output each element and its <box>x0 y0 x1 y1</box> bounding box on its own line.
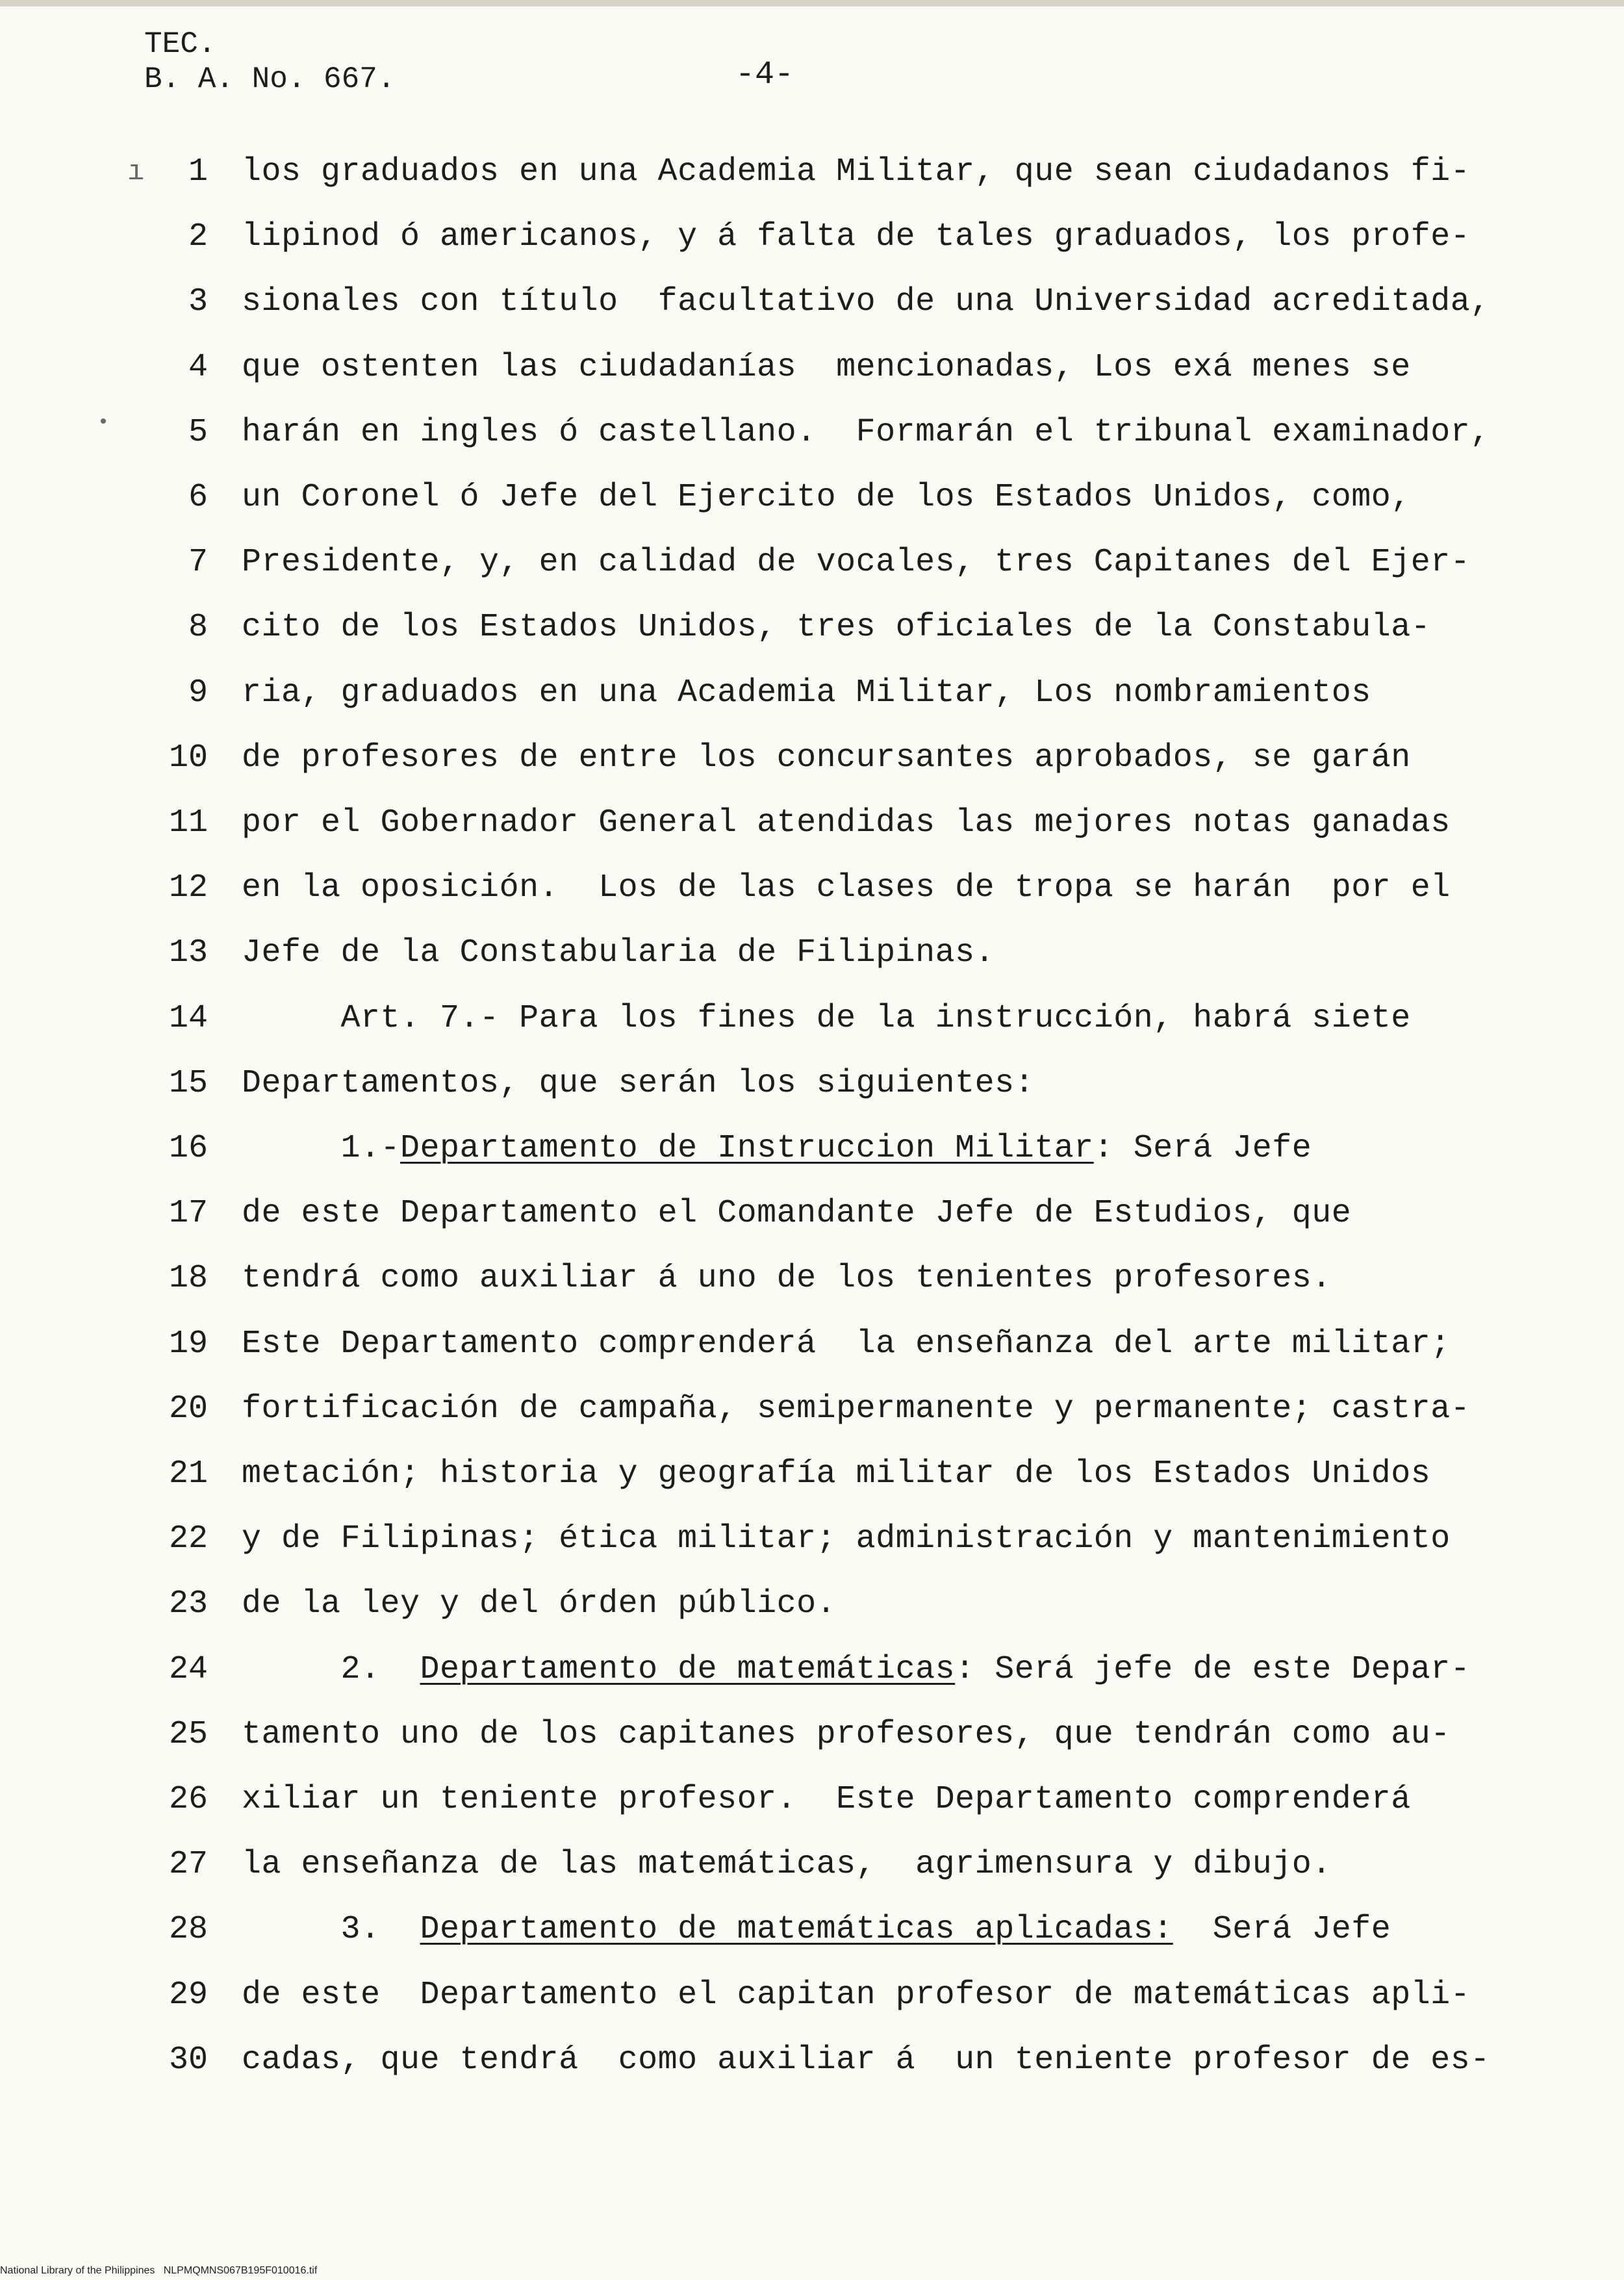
text-segment: : Será Jefe <box>1093 1130 1312 1167</box>
scan-edge <box>0 0 1624 6</box>
line-text <box>242 869 1451 908</box>
text-segment: Departamentos, que serán los siguientes: <box>242 1064 1035 1102</box>
text-line <box>0 400 1624 465</box>
text-line <box>0 1897 1624 1962</box>
line-number: 18 <box>168 1260 208 1298</box>
line-number: 23 <box>168 1585 208 1623</box>
line-text <box>242 999 1411 1038</box>
line-number: 11 <box>168 804 208 841</box>
text-segment: los graduados en una Academia Militar, que sean ciudadanos fi- <box>242 153 1471 190</box>
line-number: 21 <box>168 1455 208 1492</box>
text-segment: la enseñanza de las matemáticas, agrimensura y dibujo. <box>242 1846 1332 1884</box>
line-text <box>242 1845 1332 1884</box>
line-text <box>242 1129 1312 1168</box>
line-text <box>242 1910 1391 1949</box>
text-segment: lipinod ó americanos, y á falta de tales graduados, los profe- <box>242 218 1471 256</box>
line-text <box>242 1520 1451 1559</box>
text-segment: fortificación de campaña, semipermanente y permanente; castra- <box>242 1390 1471 1428</box>
text-segment: por el Gobernador General atendidas las mejores notas ganadas <box>242 804 1451 841</box>
text-segment: : Será jefe de este Depar- <box>955 1650 1471 1688</box>
line-text <box>242 1390 1470 1429</box>
text-segment: tendrá como auxiliar á uno de los tenientes profesores. <box>242 1260 1332 1298</box>
footer-library: National Library of the Philippines <box>0 2265 155 2276</box>
line-text <box>242 543 1470 582</box>
line-number: 15 <box>168 1064 208 1102</box>
text-line <box>0 1051 1624 1116</box>
text-line <box>0 530 1624 595</box>
line-number: 16 <box>168 1130 208 1167</box>
text-line <box>0 1767 1624 1832</box>
text-segment: cito de los Estados Unidos, tres oficiales de la Constabula- <box>242 609 1431 647</box>
line-text <box>242 934 995 973</box>
line-number: 17 <box>168 1195 208 1233</box>
text-line <box>0 921 1624 986</box>
line-text <box>242 1064 1034 1103</box>
line-number: 13 <box>168 934 208 972</box>
text-line <box>0 1181 1624 1246</box>
text-line <box>0 140 1624 205</box>
line-text <box>242 283 1490 322</box>
footer-credit <box>0 2265 317 2277</box>
text-line <box>0 335 1624 400</box>
text-line <box>0 986 1624 1051</box>
line-number: 24 <box>168 1650 208 1688</box>
line-number: 19 <box>168 1325 208 1363</box>
line-text <box>242 1585 836 1624</box>
line-text <box>242 1650 1470 1689</box>
text-line <box>0 595 1624 660</box>
line-text <box>242 218 1470 257</box>
text-segment: harán en ingles ó castellano. Formarán el tribunal examinador, <box>242 413 1490 451</box>
text-line <box>0 1246 1624 1311</box>
line-text <box>242 1194 1351 1233</box>
underlined-heading: Departamento de matemáticas aplicadas: <box>420 1911 1173 1949</box>
text-line <box>0 270 1624 335</box>
underlined-heading: Departamento de matemáticas <box>420 1650 956 1688</box>
line-number: 6 <box>188 479 208 516</box>
text-line <box>0 1702 1624 1767</box>
text-line <box>0 205 1624 270</box>
line-number: 10 <box>168 739 208 776</box>
text-segment: Jefe de la Constabularia de Filipinas. <box>242 934 995 972</box>
line-number: 12 <box>168 869 208 907</box>
line-number: 14 <box>168 999 208 1037</box>
header-office: TEC. <box>144 27 216 61</box>
line-number: 29 <box>168 1976 208 2014</box>
line-number: 3 <box>188 283 208 321</box>
text-line <box>0 1832 1624 1897</box>
text-segment: ria, graduados en una Academia Militar, Los nombramientos <box>242 674 1371 711</box>
text-segment: sionales con título facultativo de una Universidad acreditada, <box>242 283 1490 321</box>
text-segment: metación; historia y geografía militar de los Estados Unidos <box>242 1455 1431 1492</box>
line-number: 28 <box>168 1911 208 1949</box>
line-text <box>242 478 1411 517</box>
text-segment: y de Filipinas; ética militar; administración y mantenimiento <box>242 1520 1451 1558</box>
line-text <box>242 1325 1451 1364</box>
line-text <box>242 739 1411 778</box>
line-number: 20 <box>168 1390 208 1428</box>
text-segment: que ostenten las ciudadanías mencionadas, Los exá menes se <box>242 348 1411 386</box>
line-number: 27 <box>168 1846 208 1884</box>
text-segment: 2. <box>242 1650 420 1688</box>
line-text <box>242 1455 1430 1494</box>
line-text <box>242 2041 1490 2080</box>
line-text <box>242 153 1470 192</box>
text-line <box>0 1377 1624 1442</box>
text-segment: tamento uno de los capitanes profesores, que tendrán como au- <box>242 1715 1451 1753</box>
text-line <box>0 791 1624 856</box>
text-segment: en la oposición. Los de las clases de tropa se harán por el <box>242 869 1451 907</box>
line-text <box>242 674 1371 713</box>
line-number: 5 <box>188 413 208 451</box>
line-number: 22 <box>168 1520 208 1558</box>
text-line <box>0 661 1624 726</box>
line-number: 8 <box>188 609 208 647</box>
text-line <box>0 856 1624 921</box>
footer-file-id: NLPMQMNS067B195F010016.tif <box>163 2265 318 2276</box>
text-line <box>0 465 1624 530</box>
text-segment: de la ley y del órden público. <box>242 1585 837 1623</box>
line-number: 9 <box>188 674 208 711</box>
line-number: 25 <box>168 1715 208 1753</box>
text-segment: Art. 7.- Para los fines de la instrucción, habrá siete <box>242 999 1411 1037</box>
text-segment: Presidente, y, en calidad de vocales, tres Capitanes del Ejer- <box>242 544 1471 582</box>
line-text <box>242 608 1430 647</box>
text-line <box>0 1963 1624 2028</box>
line-number: 4 <box>188 348 208 386</box>
page-number: -4- <box>735 57 794 94</box>
text-line <box>0 726 1624 791</box>
text-line <box>0 1637 1624 1702</box>
line-number: 7 <box>188 544 208 582</box>
text-segment: 3. <box>242 1911 420 1949</box>
line-text <box>242 1976 1470 2015</box>
text-segment: xiliar un teniente profesor. Este Departamento comprenderá <box>242 1781 1411 1818</box>
margin-spot: • <box>97 412 110 434</box>
line-text <box>242 1780 1411 1819</box>
text-segment: de este Departamento el Comandante Jefe de Estudios, que <box>242 1195 1352 1233</box>
line-number: 2 <box>188 218 208 256</box>
line-number: 30 <box>168 2041 208 2079</box>
text-segment: Será Jefe <box>1173 1911 1391 1949</box>
line-text <box>242 348 1411 387</box>
text-segment: de profesores de entre los concursantes aprobados, se garán <box>242 739 1411 776</box>
text-line <box>0 2028 1624 2093</box>
underlined-heading: Departamento de Instruccion Militar <box>400 1130 1094 1167</box>
text-line <box>0 1116 1624 1181</box>
text-segment: 1.- <box>242 1130 401 1167</box>
text-segment: cadas, que tendrá como auxiliar á un teniente profesor de es- <box>242 2041 1490 2079</box>
line-text <box>242 1259 1332 1298</box>
text-line <box>0 1507 1624 1572</box>
header-bill-number: B. A. No. 667. <box>144 62 396 96</box>
text-line <box>0 1312 1624 1377</box>
line-text <box>242 413 1490 452</box>
line-text <box>242 1715 1451 1754</box>
line-text <box>242 804 1451 843</box>
text-segment: Este Departamento comprenderá la enseñanza del arte militar; <box>242 1325 1451 1363</box>
text-line <box>0 1572 1624 1637</box>
text-segment: de este Departamento el capitan profesor de matemáticas apli- <box>242 1976 1471 2014</box>
margin-mark: ı <box>127 156 145 188</box>
line-number: 1 <box>188 153 208 190</box>
text-line <box>0 1442 1624 1507</box>
text-segment: un Coronel ó Jefe del Ejercito de los Estados Unidos, como, <box>242 479 1411 516</box>
line-number: 26 <box>168 1781 208 1818</box>
